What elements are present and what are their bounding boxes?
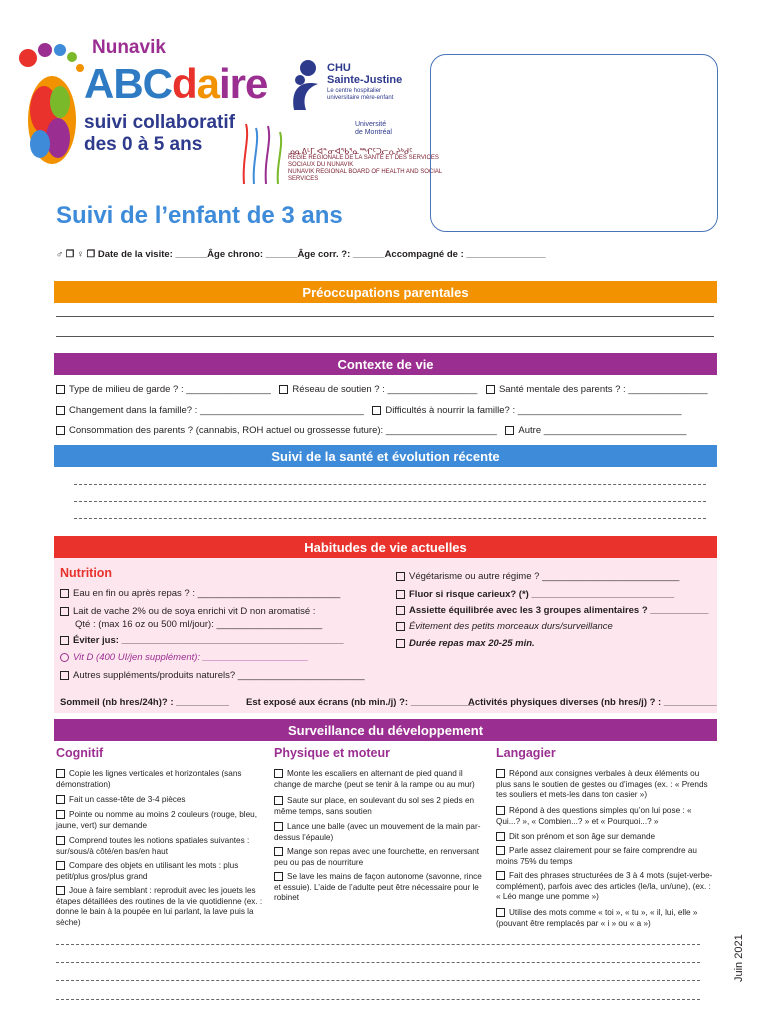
abcdaire-logo: ABCdaire xyxy=(84,60,268,107)
langagier-item: Répond à des questions simples qu’on lui pose : « Qui...? », « Combien...? » et « Pourquoi...? » xyxy=(496,806,692,826)
checkbox[interactable] xyxy=(496,832,505,841)
checkbox[interactable] xyxy=(279,385,288,394)
cognitif-item: Compare des objets en utilisant les mots : plus petit/plus gros/plus grand xyxy=(56,861,239,881)
foot-logo-icon xyxy=(14,40,90,170)
physique-item: Saute sur place, en soulevant du sol ses 2 pieds en même temps, sans soutien xyxy=(274,796,475,816)
langagier-item: Utilise des mots comme « toi », « tu », « il, lui, elle » (pouvant être remplacés par « i » ou « a ») xyxy=(496,908,698,928)
cognitif-item: Comprend toutes les notions spatiales suivantes : sur/sous/à côté/en bas/en haut xyxy=(56,836,250,856)
section-contexte: Contexte de vie xyxy=(54,353,717,375)
nutrition-item: Eau en fin ou après repas ? : ___________________________ xyxy=(60,588,340,599)
nutrition-heading: Nutrition xyxy=(60,566,113,580)
nutrition-item: Qté : (max 16 oz ou 500 ml/jour): ____________________ xyxy=(75,619,323,630)
checkbox[interactable] xyxy=(396,639,405,648)
nutrition-item: Évitement des petits morceaux durs/surveillance xyxy=(396,621,613,632)
sleep-field[interactable]: Sommeil (nb hres/24h)? : __________ xyxy=(60,697,229,708)
checkbox[interactable] xyxy=(56,406,65,415)
cognitif-item: Pointe ou nomme au moins 2 couleurs (rouge, bleu, jaune, vert) sur demande xyxy=(56,810,257,830)
langagier-item: Dit son prénom et son âge sur demande xyxy=(496,832,714,843)
nutrition-item: Fluor si risque carieux? (*) ___________________________ xyxy=(396,589,674,600)
contexte-row-3: Consommation des parents ? (cannabis, ROH actuel ou grossesse future): _____________________ Autre ___________________________ xyxy=(56,425,686,436)
checkbox[interactable] xyxy=(274,796,283,805)
checkbox[interactable] xyxy=(274,822,283,831)
checkbox[interactable] xyxy=(496,908,505,917)
checkbox[interactable] xyxy=(396,622,405,631)
checkbox[interactable] xyxy=(60,671,69,680)
page-title: Suivi de l’enfant de 3 ans xyxy=(56,202,343,229)
cognitif-item: Joue à faire semblant : reproduit avec les jouets les étapes détaillées des routines de la vie quotidienne (ex. : donne le bain à la poupée en lui parlant, la lave puis la sèche) xyxy=(56,886,263,927)
physique-item: Lance une balle (avec un mouvement de la main par-dessus l’épaule) xyxy=(274,822,481,842)
checkbox[interactable] xyxy=(486,385,495,394)
answer-line[interactable] xyxy=(56,962,700,963)
checkbox[interactable] xyxy=(274,847,283,856)
nutrition-item: Durée repas max 20-25 min. xyxy=(396,638,535,649)
cognitif-item: Copie les lignes verticales et horizontales (sans démonstration) xyxy=(56,769,242,789)
nutrition-item: Assiette équilibrée avec les 3 groupes alimentaires ? ___________ xyxy=(396,605,708,616)
screens-field[interactable]: Est exposé aux écrans (nb min./j) ?: ____________ xyxy=(246,697,475,708)
section-developpement: Surveillance du développement xyxy=(54,719,717,741)
contexte-row-2: Changement dans la famille? : _______________________________ Difficultés à nourrir la famille? : _______________________________ xyxy=(56,405,682,416)
langagier-item: Parle assez clairement pour se faire comprendre au moins 75% du temps xyxy=(496,846,697,866)
checkbox[interactable] xyxy=(56,795,65,804)
checkbox[interactable] xyxy=(496,769,505,778)
nutrition-item: Autres suppléments/produits naturels? ________________________ xyxy=(60,670,365,681)
region-label: Nunavik xyxy=(92,37,166,58)
contexte-row-1: Type de milieu de garde ? : ________________ Réseau de soutien ? : _________________ Santé mentale des parents ? : _______________ xyxy=(56,384,708,395)
langagier-item: Fait des phrases structurées de 3 à 4 mots (sujet-verbe-complément), parfois avec des articles (le/la, un/une), (ex. : « Léo mange une pomme ») xyxy=(496,871,713,901)
nutrition-item: Végétarisme ou autre régime ? __________________________ xyxy=(396,571,679,582)
checkbox[interactable] xyxy=(56,861,65,870)
answer-line[interactable] xyxy=(56,944,700,945)
document-date: Juin 2021 xyxy=(733,934,745,982)
udem-logo: Université de Montréal xyxy=(355,121,392,136)
langagier-item: Répond aux consignes verbales à deux éléments ou plus sans le soutien de gestes ou d’images (ex. : « Prends tes souliers et mets-les dans ton casier ») xyxy=(496,769,708,799)
physique-item: Monte les escaliers en alternant de pied quand il change de marche (peut se tenir à la rampe ou au mur) xyxy=(274,769,475,789)
nutrition-item: Éviter jus: __________________________________________ xyxy=(60,635,343,646)
checkbox[interactable] xyxy=(396,590,405,599)
answer-line[interactable] xyxy=(56,980,700,981)
checkbox[interactable] xyxy=(56,886,65,895)
answer-line[interactable] xyxy=(56,999,700,1000)
chu-tagline: Le centre hospitalier universitaire mère-enfant xyxy=(327,88,394,101)
checkbox[interactable] xyxy=(396,606,405,615)
nutrition-item: Lait de vache 2% ou de soya enrichi vit D non aromatisé : xyxy=(60,606,315,617)
chu-logo-icon xyxy=(288,58,324,114)
cognitif-item: Fait un casse-tête de 3-4 pièces xyxy=(56,795,268,806)
checkbox[interactable] xyxy=(56,836,65,845)
checkbox[interactable] xyxy=(505,426,514,435)
physique-heading: Physique et moteur xyxy=(274,746,390,760)
logo-subtitle: suivi collaboratif des 0 à 5 ans xyxy=(84,112,235,155)
checkbox[interactable] xyxy=(274,769,283,778)
checkbox[interactable] xyxy=(60,636,69,645)
answer-line[interactable] xyxy=(56,316,714,317)
answer-line[interactable] xyxy=(74,484,706,485)
checkbox[interactable] xyxy=(496,871,505,880)
checkbox[interactable] xyxy=(56,385,65,394)
cognitif-heading: Cognitif xyxy=(56,746,104,760)
checkbox[interactable] xyxy=(56,810,65,819)
physique-item: Mange son repas avec une fourchette, en renversant peu ou pas de nourriture xyxy=(274,847,480,867)
langagier-heading: Langagier xyxy=(496,746,556,760)
section-sante: Suivi de la santé et évolution récente xyxy=(54,445,717,467)
checkbox[interactable] xyxy=(372,406,381,415)
checkbox[interactable] xyxy=(60,607,69,616)
checkbox[interactable] xyxy=(496,846,505,855)
section-preoccupations: Préoccupations parentales xyxy=(54,281,717,303)
checkbox[interactable] xyxy=(274,872,283,881)
answer-line[interactable] xyxy=(74,501,706,502)
circle-icon[interactable] xyxy=(60,653,69,662)
answer-line[interactable] xyxy=(56,336,714,337)
visit-info-line[interactable]: ♂ ❐ ♀ ❐ Date de la visite: ______Âge chrono: ______Âge corr. ?: ______Accompagné de : _______________ xyxy=(56,249,546,260)
answer-line[interactable] xyxy=(74,518,706,519)
checkbox[interactable] xyxy=(496,806,505,815)
checkbox[interactable] xyxy=(56,426,65,435)
physique-item: Se lave les mains de façon autonome (savonne, rince et essuie). L’aide de l’adulte peut être nécessaire pour le robinet xyxy=(274,872,482,902)
checkbox[interactable] xyxy=(396,572,405,581)
checkbox[interactable] xyxy=(56,769,65,778)
chu-name: CHU Sainte-Justine xyxy=(327,62,403,86)
activity-field[interactable]: Activités physiques diverses (nb hres/j) ? : __________ xyxy=(468,697,717,708)
figures-illustration-icon xyxy=(236,118,288,186)
regie-logo-text: ᓄᓇᕕᒻᒥ ᐊᓐᓂᐊᖃᕐᓇᙱᑦᑐᓕᕆᔨᒃᑯᑦ RÉGIE RÉGIONALE DE LA SANTÉ ET DES SERVICES SOCIAUX DU NUNAVIK NUNAVIK REGIONAL BOARD OF HEALTH AND SOCIAL SERVICES xyxy=(288,147,443,182)
photo-frame xyxy=(430,54,718,232)
nutrition-item: Vit D (400 UI/jen supplément): ____________________ xyxy=(60,652,308,663)
checkbox[interactable] xyxy=(60,589,69,598)
section-habitudes: Habitudes de vie actuelles xyxy=(54,536,717,558)
